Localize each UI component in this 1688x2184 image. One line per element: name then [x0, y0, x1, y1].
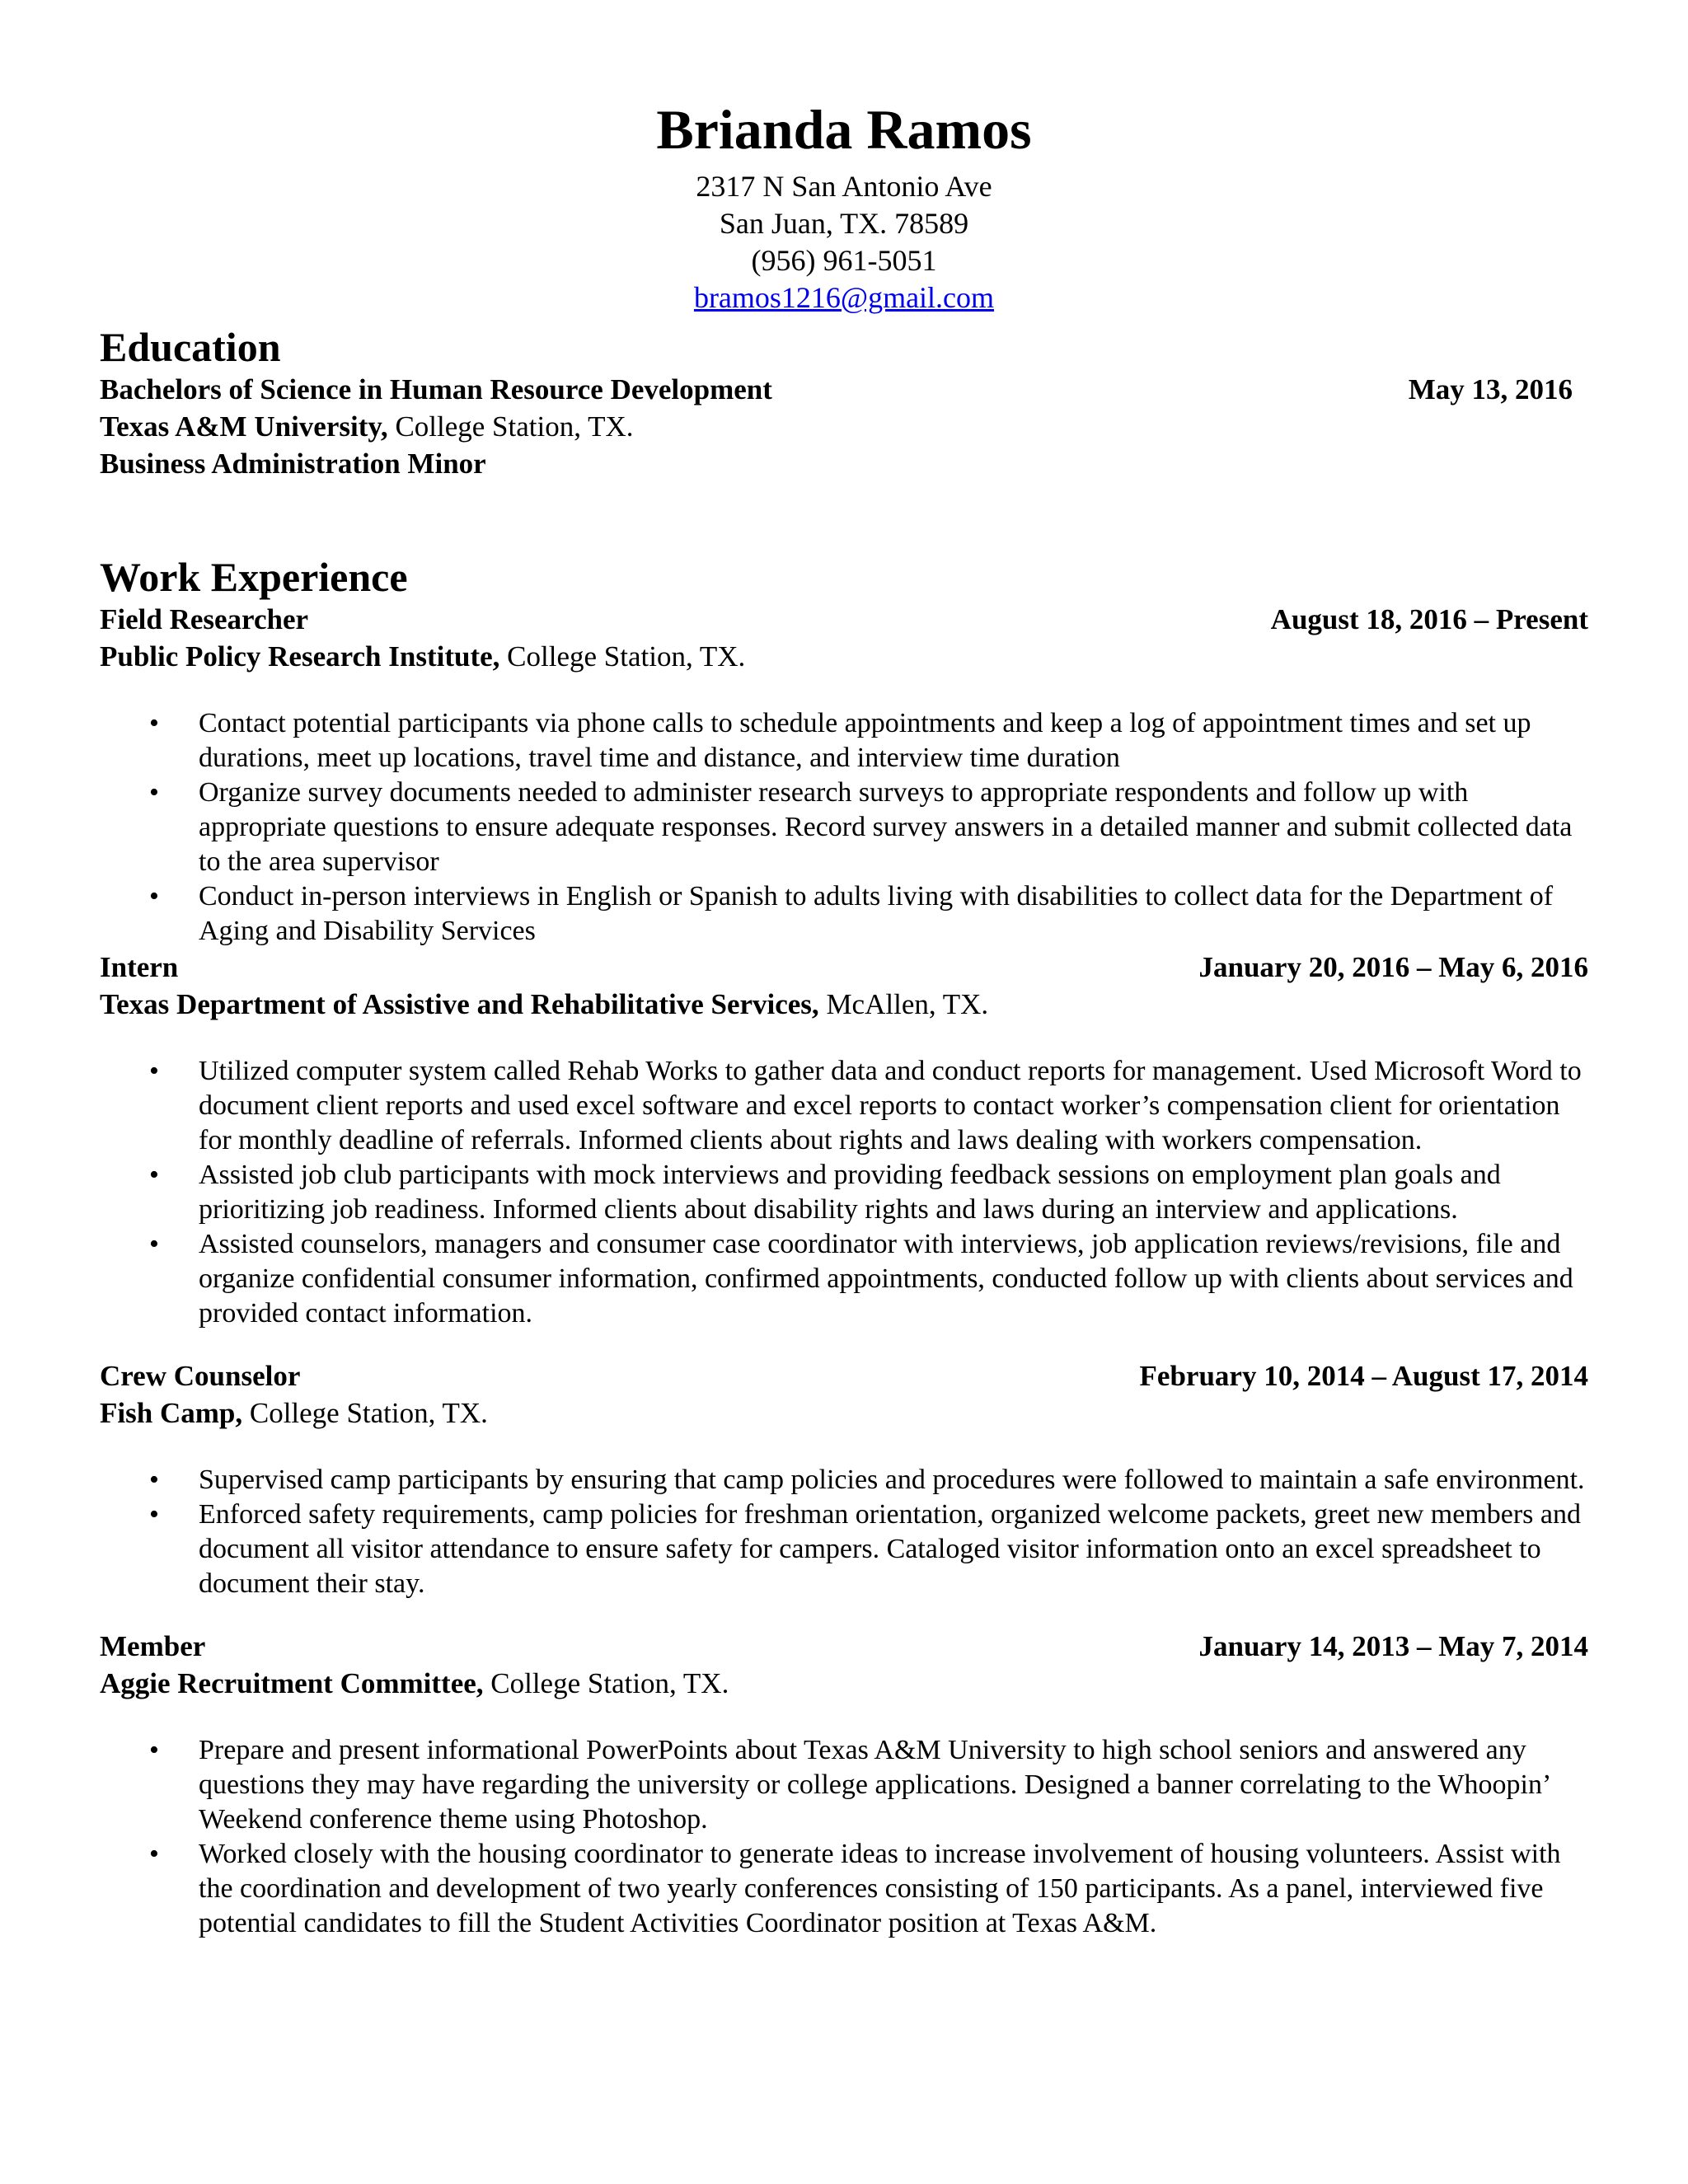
job-org: Fish Camp,	[100, 1397, 243, 1429]
address-line-1: 2317 N San Antonio Ave	[696, 170, 992, 203]
job-location: McAllen, TX.	[818, 988, 989, 1020]
list-item: • Organize survey documents needed to administer research surveys to appropriate respondents and follow up with appropriate questions to ensure adequate responses. Record survey answers in a detailed manner and submit collected data to the area supervisor	[100, 776, 1588, 879]
degree-name: Bachelors of Science in Human Resource Development	[100, 373, 772, 405]
job-entry	[100, 949, 1588, 1331]
job-bullets	[100, 1733, 1588, 1941]
list-item: • Assisted counselors, managers and consumer case coordinator with interviews, job application reviews/revisions, file and organize confidential consumer information, confirmed appointments, conducted follow up with clients about services and provided contact information.	[100, 1227, 1588, 1331]
job-location: College Station, TX.	[242, 1397, 488, 1429]
job-role-row	[100, 601, 1588, 638]
job-entry	[100, 1357, 1588, 1601]
school-name: Texas A&M University,	[100, 410, 388, 443]
education-minor: Business Administration Minor	[100, 448, 486, 480]
job-org-row	[100, 1665, 1588, 1702]
job-bullets	[100, 1463, 1588, 1601]
list-item: • Supervised camp participants by ensuring that camp policies and procedures were followed to maintain a safe environment.	[100, 1463, 1588, 1497]
job-location: College Station, TX.	[499, 640, 746, 673]
job-org: Aggie Recruitment Committee,	[100, 1667, 484, 1699]
job-role: Crew Counselor	[100, 1360, 301, 1392]
job-role-row	[100, 1357, 1588, 1394]
education-heading: Education	[100, 324, 281, 370]
job-org: Texas Department of Assistive and Rehabilitative Services,	[100, 988, 819, 1020]
job-dates: August 18, 2016 – Present	[1270, 603, 1588, 635]
degree-date: May 13, 2016	[1408, 373, 1573, 405]
job-org: Public Policy Research Institute,	[100, 640, 500, 673]
job-role-row	[100, 949, 1588, 986]
job-org-row	[100, 986, 1588, 1023]
list-item: • Contact potential participants via phone calls to schedule appointments and keep a log of appointment times and set up durations, meet up locations, travel time and distance, and interview time duration	[100, 706, 1588, 776]
list-item: • Conduct in-person interviews in English or Spanish to adults living with disabilities to collect data for the Department of Aging and Disability Services	[100, 879, 1588, 949]
resume-header	[100, 91, 1588, 316]
job-bullets	[100, 706, 1588, 949]
list-item: • Worked closely with the housing coordinator to generate ideas to increase involvement of housing volunteers. Assist with the coordination and development of two yearly conferences consisting of 150 participants. As a panel, interviewed five potential candidates to fill the Student Activities Coordinator position at Texas A&M.	[100, 1837, 1588, 1941]
job-entry	[100, 1628, 1588, 1941]
list-item: • Enforced safety requirements, camp policies for freshman orientation, organized welcome packets, greet new members and document all visitor attendance to ensure safety for campers. Cataloged visitor information onto an excel spreadsheet to document their stay.	[100, 1497, 1588, 1601]
resume-page	[100, 91, 1588, 1941]
job-role: Member	[100, 1630, 206, 1662]
school-location: College Station, TX.	[387, 410, 634, 443]
job-entry	[100, 601, 1588, 949]
work-experience-heading: Work Experience	[100, 554, 408, 600]
list-item: • Prepare and present informational PowerPoints about Texas A&M University to high school seniors and answered any questions they may have regarding the university or college applications. Designed a banner correlating to the Whoopin’ Weekend conference theme using Photoshop.	[100, 1733, 1588, 1837]
job-dates: January 20, 2016 – May 6, 2016	[1198, 951, 1588, 983]
job-dates: February 10, 2014 – August 17, 2014	[1139, 1360, 1588, 1392]
job-role-row	[100, 1628, 1588, 1665]
education-degree-row	[100, 371, 1573, 408]
job-org-row	[100, 638, 1588, 675]
education-school	[100, 408, 1588, 445]
candidate-name: Brianda Ramos	[656, 98, 1032, 161]
job-location: College Station, TX.	[483, 1667, 729, 1699]
list-item: • Utilized computer system called Rehab Works to gather data and conduct reports for management. Used Microsoft Word to document client reports and used excel software and excel reports to contact worker’s compensation client for orientation for monthly deadline of referrals. Informed clients about rights and laws dealing with workers compensation.	[100, 1054, 1588, 1158]
job-dates: January 14, 2013 – May 7, 2014	[1198, 1630, 1588, 1662]
job-org-row	[100, 1394, 1588, 1432]
job-bullets	[100, 1054, 1588, 1331]
job-role: Field Researcher	[100, 603, 309, 635]
address-line-2: San Juan, TX. 78589	[719, 207, 969, 240]
list-item: • Assisted job club participants with mock interviews and providing feedback sessions on employment plan goals and prioritizing job readiness. Informed clients about disability rights and laws during an interview and applications.	[100, 1158, 1588, 1227]
job-role: Intern	[100, 951, 179, 983]
phone-number: (956) 961-5051	[751, 244, 937, 277]
email-link[interactable]: bramos1216@gmail.com	[693, 281, 995, 314]
